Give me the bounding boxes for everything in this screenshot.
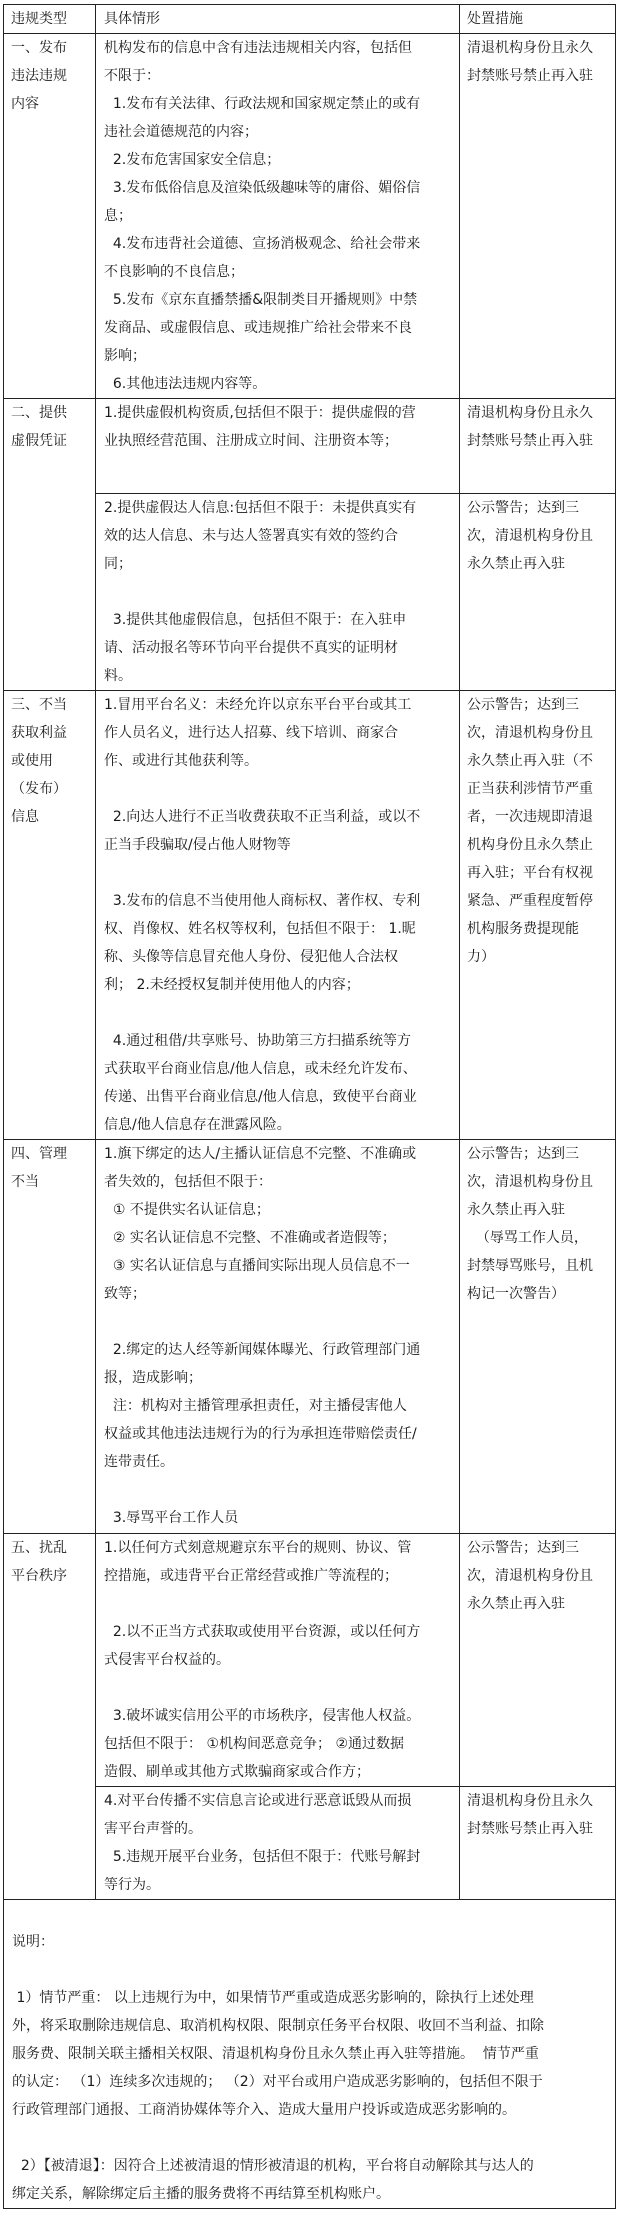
details-line: 影响；: [104, 348, 146, 364]
details-cell: [96, 399, 460, 494]
measures-line: 构记一次警告）: [467, 1286, 565, 1302]
violation-type-cell: [4, 1140, 96, 1534]
measures-line: 再入驻；平台有权视: [467, 865, 593, 881]
measures-line: 永久禁止再入驻: [467, 1202, 565, 1218]
details-line: [104, 1674, 455, 1702]
table-row: [4, 494, 616, 691]
details-line: ① 不提供实名认证信息；: [104, 1202, 270, 1218]
details-line: 2.绑定的达人经等新闻媒体曝光、行政管理部门通: [104, 1342, 421, 1358]
measures-line: 机构服务费提现能: [467, 921, 579, 937]
note-line: 1）情节严重： 以上违规行为中，如果情节严重或造成恶劣影响的，除执行上述处理: [12, 1990, 534, 2006]
table-body: [4, 5, 616, 2209]
violation-type-cell: [4, 34, 96, 399]
details-line: 权、肖像权、姓名权等权利，包括但不限于： 1.昵: [104, 921, 416, 937]
note-line: 服务费、限制关联主播相关权限、清退机构身份且永久禁止再入驻等措施。 情节严重: [12, 2046, 539, 2062]
note-line: [12, 1956, 611, 1984]
measures-line: 公示警告；达到三: [467, 697, 579, 713]
measures-cell: [460, 691, 616, 1140]
note-line: 2）【被清退】：因符合上述被清退的情形被清退的机构，平台将自动解除其与达人的: [12, 2158, 534, 2174]
violation-type-line: 信息: [11, 809, 39, 825]
measures-cell: [460, 494, 616, 691]
measures-line: 清退机构身份且永久: [467, 405, 593, 421]
details-line: 1.发布有关法律、行政法规和国家规定禁止的或有: [104, 96, 421, 112]
table-row: [4, 34, 616, 399]
details-line: 2.发布危害国家安全信息；: [104, 152, 281, 168]
header-label: 处置措施: [467, 11, 523, 27]
violation-type-line: 三、不当: [11, 697, 67, 713]
details-cell: [96, 34, 460, 399]
details-line: 不良影响的不良信息；: [104, 264, 244, 280]
notes-cell: [4, 1900, 616, 2209]
details-line: 5.违规开展平台业务，包括但不限于：代账号解封: [104, 1849, 421, 1865]
details-line: 正当手段骗取/侵占他人财物等: [104, 837, 291, 853]
details-line: 式侵害平台权益的。: [104, 1652, 230, 1668]
table-row: [4, 1787, 616, 1900]
details-line: 4.通过租借/共享账号、协助第三方扫描系统等方: [104, 1033, 411, 1049]
measures-line: 永久禁止再入驻: [467, 556, 565, 572]
details-line: 包括但不限于： ①机构间恶意竞争； ②通过数据: [104, 1736, 405, 1752]
details-line: 6.其他违法违规内容等。: [104, 376, 267, 392]
details-line: 报，造成影响；: [104, 1370, 202, 1386]
details-line: 料。: [104, 668, 132, 684]
details-line: [104, 775, 455, 803]
violation-type-line: （发布）: [11, 781, 67, 797]
details-line: 传递、出售平台商业信息/他人信息，致使平台商业: [104, 1089, 417, 1105]
details-cell: [96, 691, 460, 1140]
details-line: 3.发布低俗信息及渲染低级趣味等的庸俗、媚俗信: [104, 180, 421, 196]
details-line: [104, 1476, 455, 1504]
violation-type-line: 平台秩序: [11, 1568, 67, 1584]
measures-line: 次，清退机构身份且: [467, 1568, 593, 1584]
details-line: 2.向达人进行不正当收费获取不正当利益，或以不: [104, 809, 421, 825]
measures-line: 公示警告；达到三: [467, 1540, 579, 1556]
measures-line: 封禁账号禁止再入驻: [467, 68, 593, 84]
violation-type-line: 不当: [11, 1174, 39, 1190]
violation-type-line: 内容: [11, 96, 39, 112]
table-row: [4, 1140, 616, 1534]
violation-type-line: 四、管理: [11, 1146, 67, 1162]
details-line: 注：机构对主播管理承担责任，对主播侵害他人: [104, 1398, 407, 1414]
details-line: 3.破坏诚实信用公平的市场秩序，侵害他人权益。: [104, 1708, 421, 1724]
details-cell: [96, 1534, 460, 1787]
measures-line: 封禁账号禁止再入驻: [467, 1821, 593, 1837]
details-line: 作人员名义，进行达人招募、线下培训、商家合: [104, 725, 398, 741]
details-cell: [96, 1787, 460, 1900]
notes-row: [4, 1900, 616, 2209]
table-header-row: [4, 5, 616, 34]
note-line: [12, 2124, 611, 2152]
header-violation-type: [4, 5, 96, 34]
details-line: 4.对平台传播不实信息言论或进行恶意诋毁从而损: [104, 1793, 412, 1809]
details-line: [104, 999, 455, 1027]
violation-type-cell: [4, 1534, 96, 1900]
details-line: 式获取平台商业信息/他人信息，或未经允许发布、: [104, 1061, 417, 1077]
details-line: 不限于：: [104, 68, 160, 84]
details-line: 效的达人信息、未与达人签署真实有效的签约合: [104, 528, 398, 544]
violation-type-line: 违法违规: [11, 68, 67, 84]
details-line: 5.发布《京东直播禁播&限制类目开播规则》中禁: [104, 292, 418, 308]
details-line: [104, 578, 455, 606]
details-line: 连带责任。: [104, 1454, 174, 1470]
details-line: [104, 859, 455, 887]
measures-line: 公示警告；达到三: [467, 1146, 579, 1162]
measures-line: 正当获利涉情节严重: [467, 781, 593, 797]
details-line: 1.旗下绑定的达人/主播认证信息不完整、不准确或: [104, 1146, 417, 1162]
details-line: 2.提供虚假达人信息:包括但不限于：未提供真实有: [104, 500, 417, 516]
measures-line: 次，清退机构身份且: [467, 725, 593, 741]
details-line: 请、活动报名等环节向平台提供不真实的证明材: [104, 640, 398, 656]
details-line: 利； 2.未经授权复制并使用他人的内容；: [104, 977, 360, 993]
measures-line: 次，清退机构身份且: [467, 528, 593, 544]
measures-line: 者，一次违规即清退: [467, 809, 593, 825]
details-line: 息；: [104, 208, 132, 224]
note-line: 说明：: [12, 1934, 54, 1950]
violation-type-line: 五、扰乱: [11, 1540, 67, 1556]
details-line: 3.提供其他虚假信息，包括但不限于：在入驻申: [104, 612, 407, 628]
header-label: 违规类型: [11, 11, 67, 27]
violation-type-cell: [4, 691, 96, 1140]
details-line: ② 实名认证信息不完整、不准确或者造假等；: [104, 1230, 396, 1246]
measures-line: 永久禁止再入驻: [467, 1596, 565, 1612]
details-line: [104, 1590, 455, 1618]
details-line: 者失效的，包括但不限于：: [104, 1174, 272, 1190]
details-cell: [96, 494, 460, 691]
details-line: 称、头像等信息冒充他人身份、侵犯他人合法权: [104, 949, 398, 965]
measures-cell: [460, 399, 616, 494]
details-line: 1.提供虚假机构资质,包括但不限于：提供虚假的营: [104, 405, 416, 421]
measures-line: 公示警告；达到三: [467, 500, 579, 516]
measures-line: 封禁账号禁止再入驻: [467, 433, 593, 449]
violation-type-line: 一、发布: [11, 40, 67, 56]
header-details: [96, 5, 460, 34]
details-line: 致等；: [104, 1286, 146, 1302]
measures-line: 永久禁止再入驻（不: [467, 753, 593, 769]
details-line: [104, 1308, 455, 1336]
details-line: 等行为。: [104, 1877, 160, 1893]
violation-rules-table: [3, 4, 616, 2209]
measures-cell: [460, 1787, 616, 1900]
measures-line: 清退机构身份且永久: [467, 1793, 593, 1809]
header-label: 具体情形: [104, 11, 160, 27]
violation-type-line: 虚假凭证: [11, 433, 67, 449]
table-row: [4, 691, 616, 1140]
details-line: 信息/他人信息存在泄露风险。: [104, 1117, 291, 1133]
measures-line: 封禁辱骂账号，且机: [467, 1258, 593, 1274]
violation-type-line: 获取利益: [11, 725, 67, 741]
details-line: 控措施，或违背平台正常经营或推广等流程的；: [104, 1568, 398, 1584]
details-line: 1.冒用平台名义：未经允许以京东平台平台或其工: [104, 697, 412, 713]
note-line: 外，将采取删除违规信息、取消机构权限、限制京任务平台权限、收回不当利益、扣除: [12, 2018, 544, 2034]
details-line: 作、或进行其他获利等。: [104, 753, 258, 769]
details-line: 机构发布的信息中含有违法违规相关内容，包括但: [104, 40, 412, 56]
note-line: 绑定关系，解除绑定后主播的服务费将不再结算至机构账户。: [12, 2186, 390, 2202]
measures-cell: [460, 34, 616, 399]
details-line: 3.辱骂平台工作人员: [104, 1510, 239, 1526]
violation-type-line: 或使用: [11, 753, 53, 769]
details-line: 3.发布的信息不当使用他人商标权、著作权、专利: [104, 893, 421, 909]
measures-line: （辱骂工作人员，: [467, 1230, 588, 1246]
measures-cell: [460, 1534, 616, 1787]
details-cell: [96, 1140, 460, 1534]
measures-line: 紧急、严重程度暂停: [467, 893, 593, 909]
header-measures: [460, 5, 616, 34]
details-line: 同；: [104, 556, 132, 572]
measures-line: 机构身份且永久禁止: [467, 837, 593, 853]
details-line: 权益或其他违法违规行为的行为承担连带赔偿责任/: [104, 1426, 417, 1442]
details-line: 违社会道德规范的内容；: [104, 124, 258, 140]
details-line: 1.以任何方式刻意规避京东平台的规则、协议、管: [104, 1540, 412, 1556]
details-line: ③ 实名认证信息与直播间实际出现人员信息不一: [104, 1258, 410, 1274]
measures-line: 清退机构身份且永久: [467, 40, 593, 56]
details-line: 4.发布违背社会道德、宣扬消极观念、给社会带来: [104, 236, 421, 252]
table-row: [4, 1534, 616, 1787]
details-line: 2.以不正当方式获取或使用平台资源，或以任何方: [104, 1624, 421, 1640]
violation-type-line: 二、提供: [11, 405, 67, 421]
violation-type-cell: [4, 399, 96, 691]
note-line: [12, 1900, 611, 1928]
note-line: 的认定： （1）连续多次违规的； （2）对平台或用户造成恶劣影响的，包括但不限于: [12, 2074, 543, 2090]
details-line: 害平台声誉的。: [104, 1821, 202, 1837]
measures-line: 次，清退机构身份且: [467, 1174, 593, 1190]
details-line: 业执照经营范围、注册成立时间、注册资本等；: [104, 433, 398, 449]
measures-line: 力）: [467, 949, 495, 965]
measures-cell: [460, 1140, 616, 1534]
details-line: 造假、刷单或其他方式欺骗商家或合作方；: [104, 1764, 370, 1780]
note-line: 行政管理部门通报、工商消协媒体等介入、造成大量用户投诉或造成恶劣影响的。: [12, 2102, 516, 2118]
table-row: [4, 399, 616, 494]
details-line: 发商品、或虚假信息、或违规推广给社会带来不良: [104, 320, 412, 336]
